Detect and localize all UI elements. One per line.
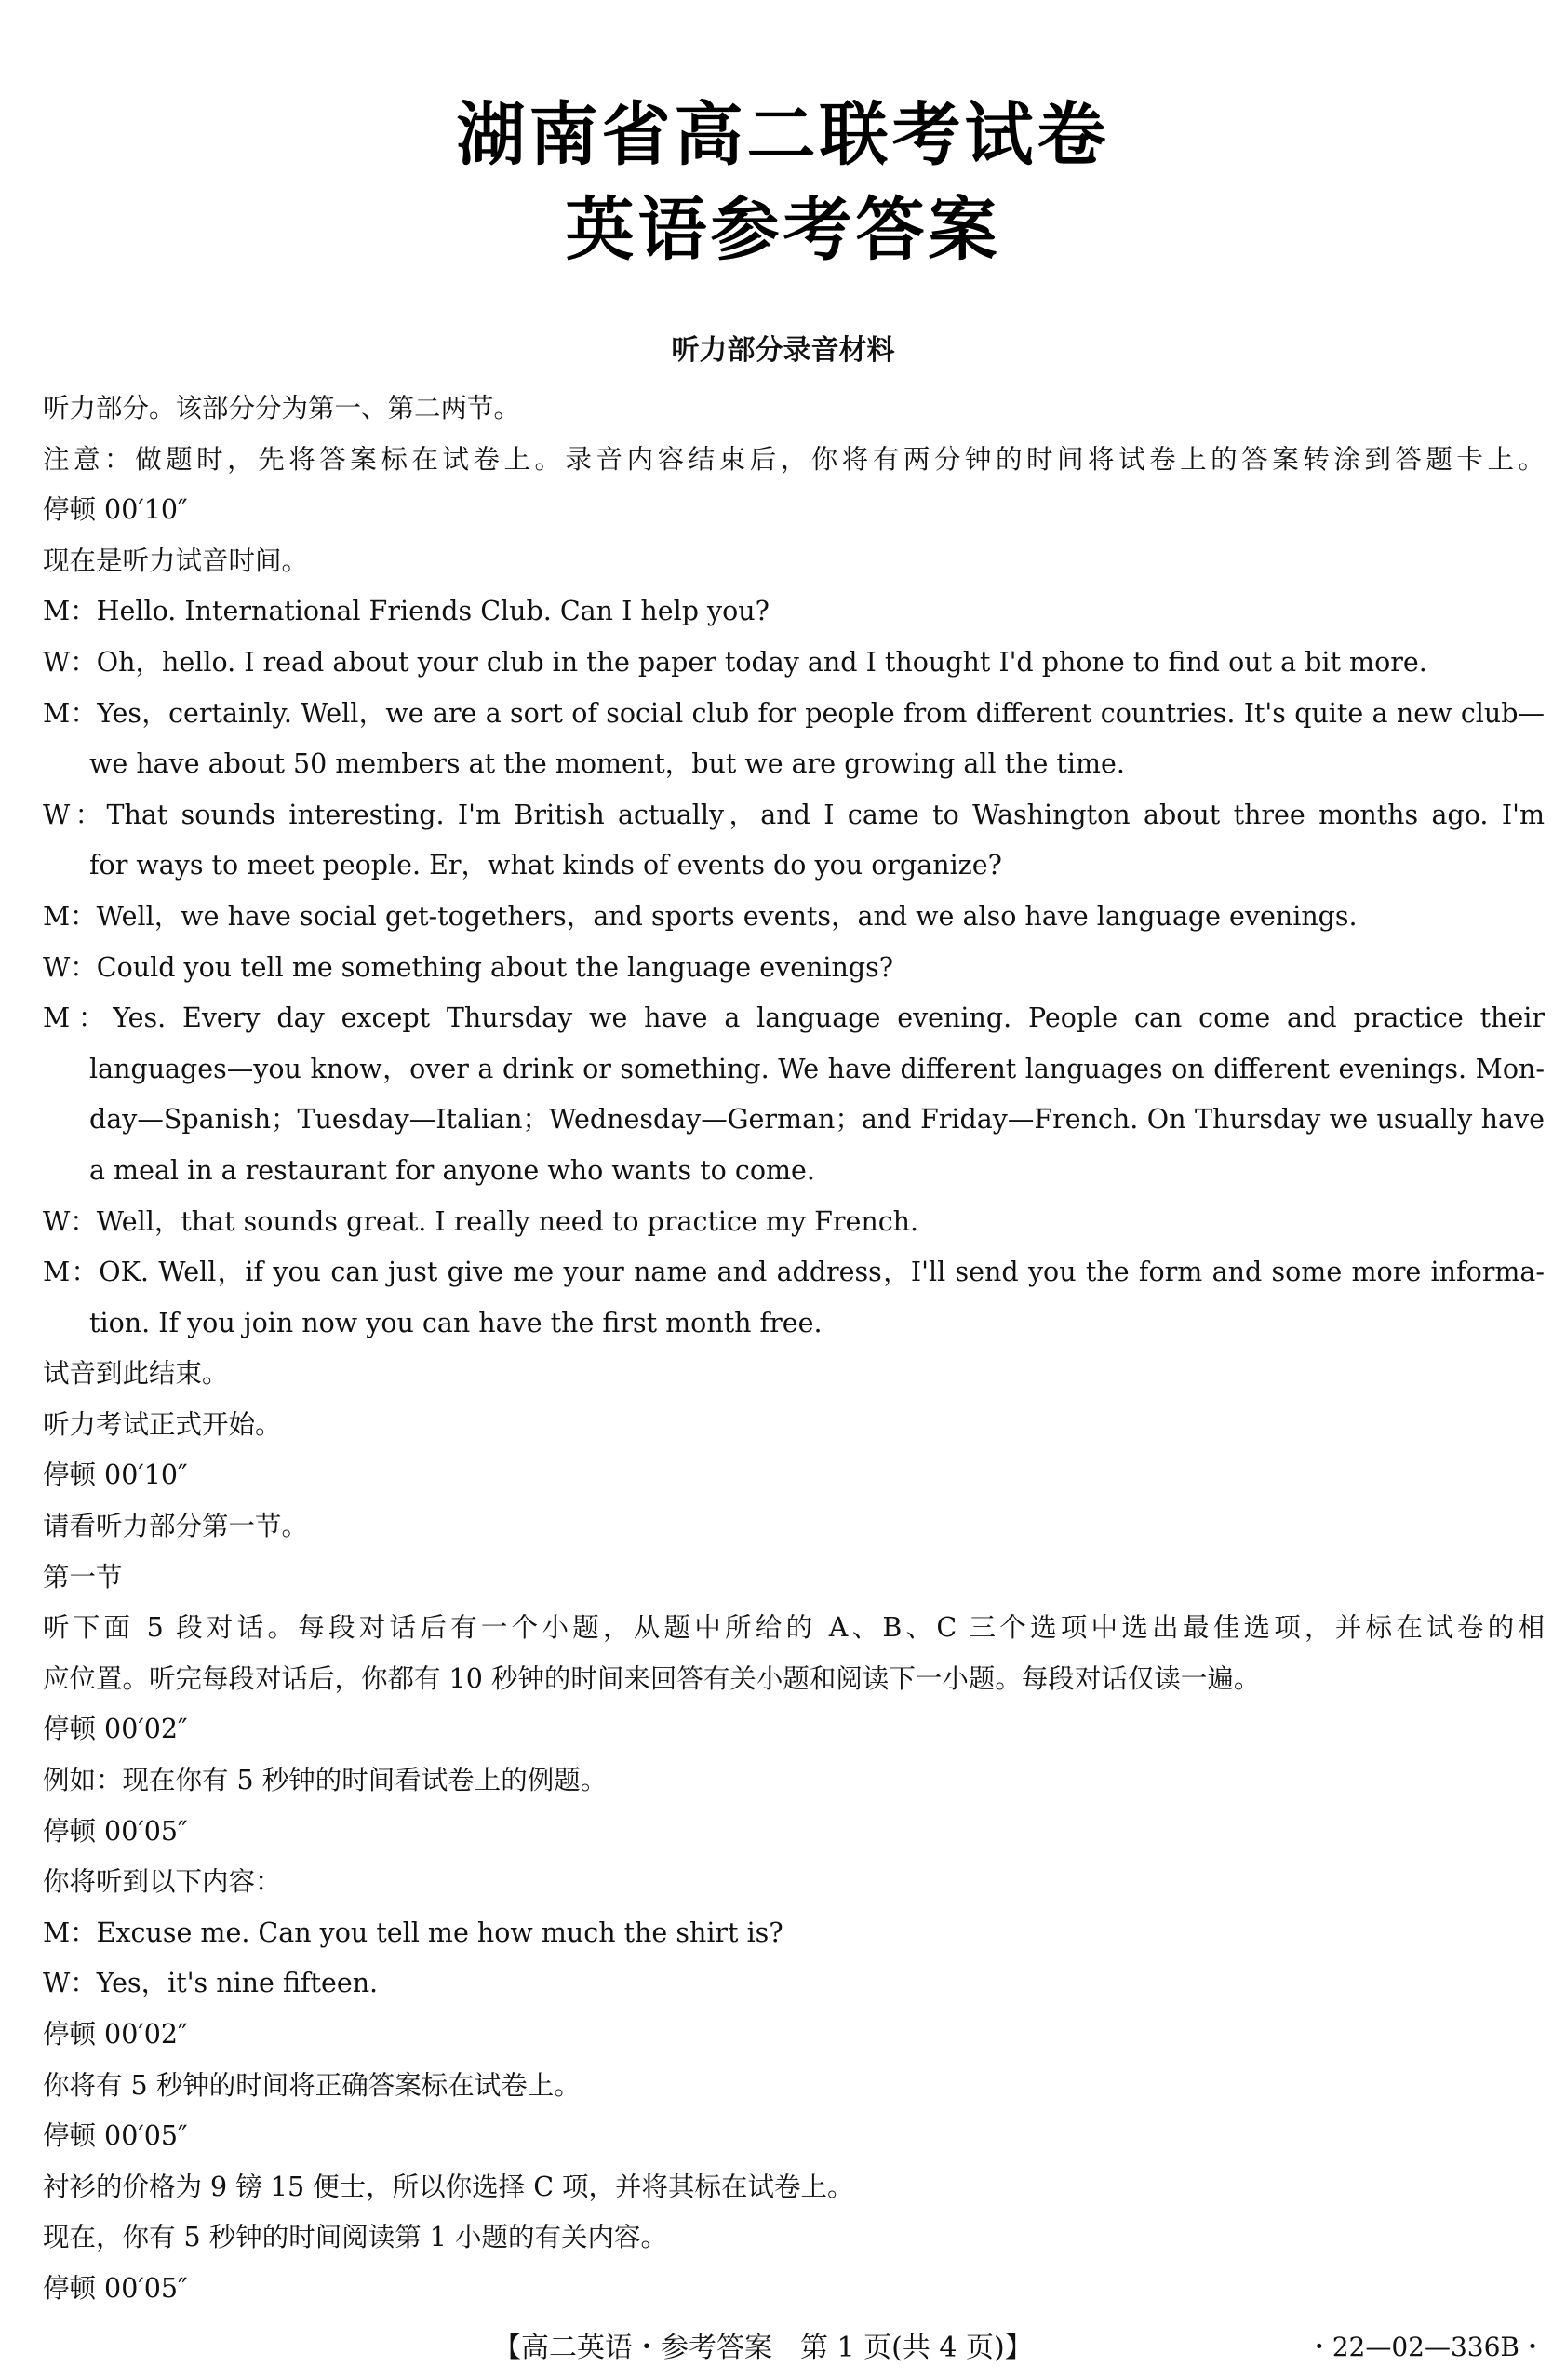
pause-marker: 停顿 00′05″ (43, 1815, 188, 1847)
document-title: 湖南省高二联考试卷 (456, 95, 1110, 175)
dialogue-line: tion. If you join now you can have the first month free. (89, 1307, 823, 1338)
dialogue-line: for ways to meet people. Er，what kinds of events do you organize? (89, 850, 1002, 881)
text-line: 现在，你有 5 秒钟的时间阅读第 1 小题的有关内容。 (43, 2222, 668, 2253)
dialogue-line: W：Yes，it's nine fifteen. (43, 1968, 379, 1999)
text-line: 你将有 5 秒钟的时间将正确答案标在试卷上。 (43, 2069, 581, 2101)
dialogue-line: a meal in a restaurant for anyone who wants to come. (89, 1154, 815, 1186)
section-heading: 听力部分录音材料 (671, 334, 895, 367)
text-line: 衬衫的价格为 9 镑 15 便士，所以你选择 C 项，并将其标在试卷上。 (43, 2171, 854, 2202)
pause-marker: 停顿 00′02″ (43, 1714, 188, 1745)
dialogue-line: we have about 50 members at the moment，but we are growing all the time. (89, 748, 1125, 780)
pause-marker: 停顿 00′10″ (43, 494, 188, 526)
footer-page-info: 【高二英语・参考答案 第 1 页(共 4 页)】 (493, 2332, 1033, 2364)
dialogue-line: W：Well，that sounds great. I really need to practice my French. (43, 1205, 919, 1237)
text-line: 请看听力部分第一节。 (43, 1511, 309, 1542)
text-line: 现在是听力试音时间。 (43, 545, 309, 576)
footer-doc-code: ・22—02—336B・ (1305, 2332, 1546, 2362)
dialogue-line: day—Spanish；Tuesday—Italian；Wednesday—German；and Friday—French. On Thursday we usually have (89, 1104, 1545, 1136)
document-subtitle: 英语参考答案 (565, 190, 1001, 270)
dialogue-line: W：Oh，hello. I read about your club in the paper today and I thought I'd phone to find out a bit more. (43, 646, 1427, 678)
section-label: 第一节 (43, 1561, 123, 1593)
pause-marker: 停顿 00′05″ (43, 2272, 188, 2304)
text-line: 试音到此结束。 (43, 1358, 229, 1390)
pause-marker: 停顿 00′05″ (43, 2120, 188, 2152)
pause-marker: 停顿 00′02″ (43, 2019, 188, 2050)
dialogue-line: W：Could you tell me something about the language evenings? (43, 951, 894, 983)
text-line: 你将听到以下内容： (43, 1866, 282, 1898)
dialogue-line: M：Hello. International Friends Club. Can I help you? (43, 596, 770, 627)
dialogue-line: M：Well，we have social get-togethers，and sports events，and we also have language evenings. (43, 900, 1358, 932)
dialogue-line: languages—you know，over a drink or something. We have different languages on different evenings. Mon- (89, 1053, 1545, 1084)
pause-marker: 停顿 00′10″ (43, 1459, 188, 1491)
dialogue-line: M：OK. Well，if you can just give me your name and address，I'll send you the form and some more informa- (43, 1257, 1545, 1288)
text-line: 听力考试正式开始。 (43, 1408, 282, 1440)
dialogue-line: M：Excuse me. Can you tell me how much the shirt is? (43, 1916, 783, 1948)
dialogue-line: W：That sounds interesting. I'm British actually，and I came to Washington about three months ago. I'm (43, 799, 1545, 830)
transcript-body (43, 383, 1545, 2315)
text-line: 听力部分。该部分分为第一、第二两节。 (43, 393, 521, 424)
instruction-line: 听下面 5 段对话。每段对话后有一个小题，从题中所给的 A、B、C 三个选项中选出最佳选项，并标在试卷的相 (43, 1612, 1545, 1644)
instruction-line: 应位置。听完每段对话后，你都有 10 秒钟的时间来回答有关小题和阅读下一小题。每段对话仅读一遍。 (43, 1662, 1261, 1694)
text-line: 例如：现在你有 5 秒钟的时间看试卷上的例题。 (43, 1765, 608, 1796)
dialogue-line: M：Yes，certainly. Well，we are a sort of social club for people from different countries. It's quite a new club— (43, 697, 1545, 729)
text-line: 注意：做题时，先将答案标在试卷上。录音内容结束后，你将有两分钟的时间将试卷上的答案转涂到答题卡上。 (43, 443, 1545, 475)
dialogue-line: M：Yes. Every day except Thursday we have a language evening. People can come and practice their (43, 1002, 1545, 1034)
